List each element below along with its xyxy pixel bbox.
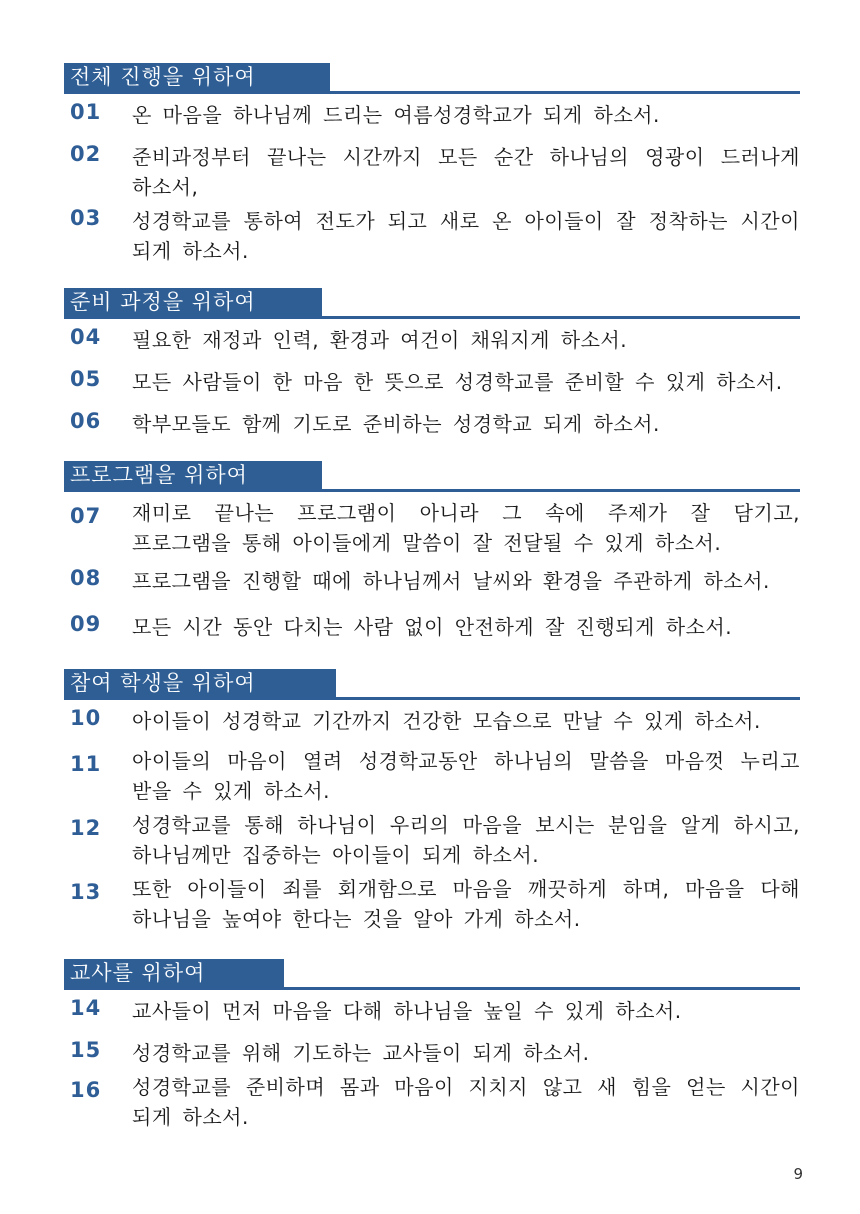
item-text: 프로그램을 진행할 때에 하나님께서 날씨와 환경을 주관하게 하소서.: [132, 569, 770, 593]
item-text: 성경학교를 통하여 전도가 되고 새로 온 아이들이 잘 정착하는 시간이 되게 하소서.: [132, 209, 800, 263]
item-number: 08: [70, 566, 102, 590]
item-number: 16: [70, 1078, 102, 1102]
list-item: [64, 874, 800, 934]
list-item: [64, 367, 800, 397]
item-number: 15: [70, 1038, 102, 1062]
section-teachers: [64, 957, 800, 1132]
list-item: [64, 612, 800, 642]
prayer-list-page: [64, 61, 800, 1132]
section-title: 교사를 위하여: [64, 959, 284, 987]
item-number: 10: [70, 706, 102, 730]
list-item: [64, 706, 800, 736]
list-item: [64, 142, 800, 202]
item-number: 02: [70, 142, 102, 166]
item-number: 12: [70, 816, 102, 840]
item-number: 07: [70, 504, 102, 528]
item-number: 06: [70, 409, 102, 433]
item-number: 14: [70, 996, 102, 1020]
item-number: 05: [70, 367, 102, 391]
page-number: 9: [793, 1165, 803, 1183]
section-title: 프로그램을 위하여: [64, 461, 322, 489]
item-number: 04: [70, 325, 102, 349]
list-item: [64, 206, 800, 266]
item-number: 13: [70, 880, 102, 904]
section-header: [64, 61, 800, 94]
list-item: [64, 996, 800, 1026]
section-overall-progress: [64, 61, 800, 286]
item-text: 성경학교를 통해 하나님이 우리의 마음을 보시는 분임을 알게 하시고, 하나님께만 집중하는 아이들이 되게 하소서.: [132, 813, 800, 867]
list-item: [64, 325, 800, 355]
item-text: 온 마음을 하나님께 드리는 여름성경학교가 되게 하소서.: [132, 103, 660, 127]
item-text: 아이들이 성경학교 기간까지 건강한 모습으로 만날 수 있게 하소서.: [132, 709, 761, 733]
list-item: [64, 100, 800, 130]
item-text: 성경학교를 준비하며 몸과 마음이 지치지 않고 새 힘을 얻는 시간이 되게 하소서.: [132, 1075, 800, 1129]
item-text: 성경학교를 위해 기도하는 교사들이 되게 하소서.: [132, 1041, 590, 1065]
section-participants: [64, 667, 800, 957]
item-text: 아이들의 마음이 열려 성경학교동안 하나님의 말씀을 마음껏 누리고 받을 수 있게 하소서.: [132, 749, 800, 803]
item-text: 모든 시간 동안 다치는 사람 없이 안전하게 잘 진행되게 하소서.: [132, 615, 733, 639]
section-header: [64, 286, 800, 319]
list-item: [64, 566, 800, 596]
section-title: 참여 학생을 위하여: [64, 669, 336, 697]
list-item: [64, 1038, 800, 1068]
section-header: [64, 459, 800, 492]
section-title: 전체 진행을 위하여: [64, 63, 330, 91]
item-text: 교사들이 먼저 마음을 다해 하나님을 높일 수 있게 하소서.: [132, 999, 682, 1023]
section-header: [64, 667, 800, 700]
list-item: [64, 746, 800, 806]
item-text: 또한 아이들이 죄를 회개함으로 마음을 깨끗하게 하며, 마음을 다해 하나님을 높여야 한다는 것을 알아 가게 하소서.: [132, 877, 800, 931]
item-text: 준비과정부터 끝나는 시간까지 모든 순간 하나님의 영광이 드러나게 하소서,: [132, 145, 800, 199]
item-text: 모든 사람들이 한 마음 한 뜻으로 성경학교를 준비할 수 있게 하소서.: [132, 370, 783, 394]
item-text: 필요한 재정과 인력, 환경과 여건이 채워지게 하소서.: [132, 328, 628, 352]
section-preparation: [64, 286, 800, 459]
item-number: 01: [70, 100, 102, 124]
item-text: 학부모들도 함께 기도로 준비하는 성경학교 되게 하소서.: [132, 412, 660, 436]
list-item: [64, 498, 800, 558]
list-item: [64, 810, 800, 870]
item-text: 재미로 끝나는 프로그램이 아니라 그 속에 주제가 잘 담기고, 프로그램을 통해 아이들에게 말씀이 잘 전달될 수 있게 하소서.: [132, 501, 800, 555]
section-program: [64, 459, 800, 667]
item-number: 11: [70, 752, 102, 776]
section-header: [64, 957, 800, 990]
list-item: [64, 1072, 800, 1132]
item-number: 03: [70, 206, 102, 230]
list-item: [64, 409, 800, 439]
section-title: 준비 과정을 위하여: [64, 288, 322, 316]
item-number: 09: [70, 612, 102, 636]
